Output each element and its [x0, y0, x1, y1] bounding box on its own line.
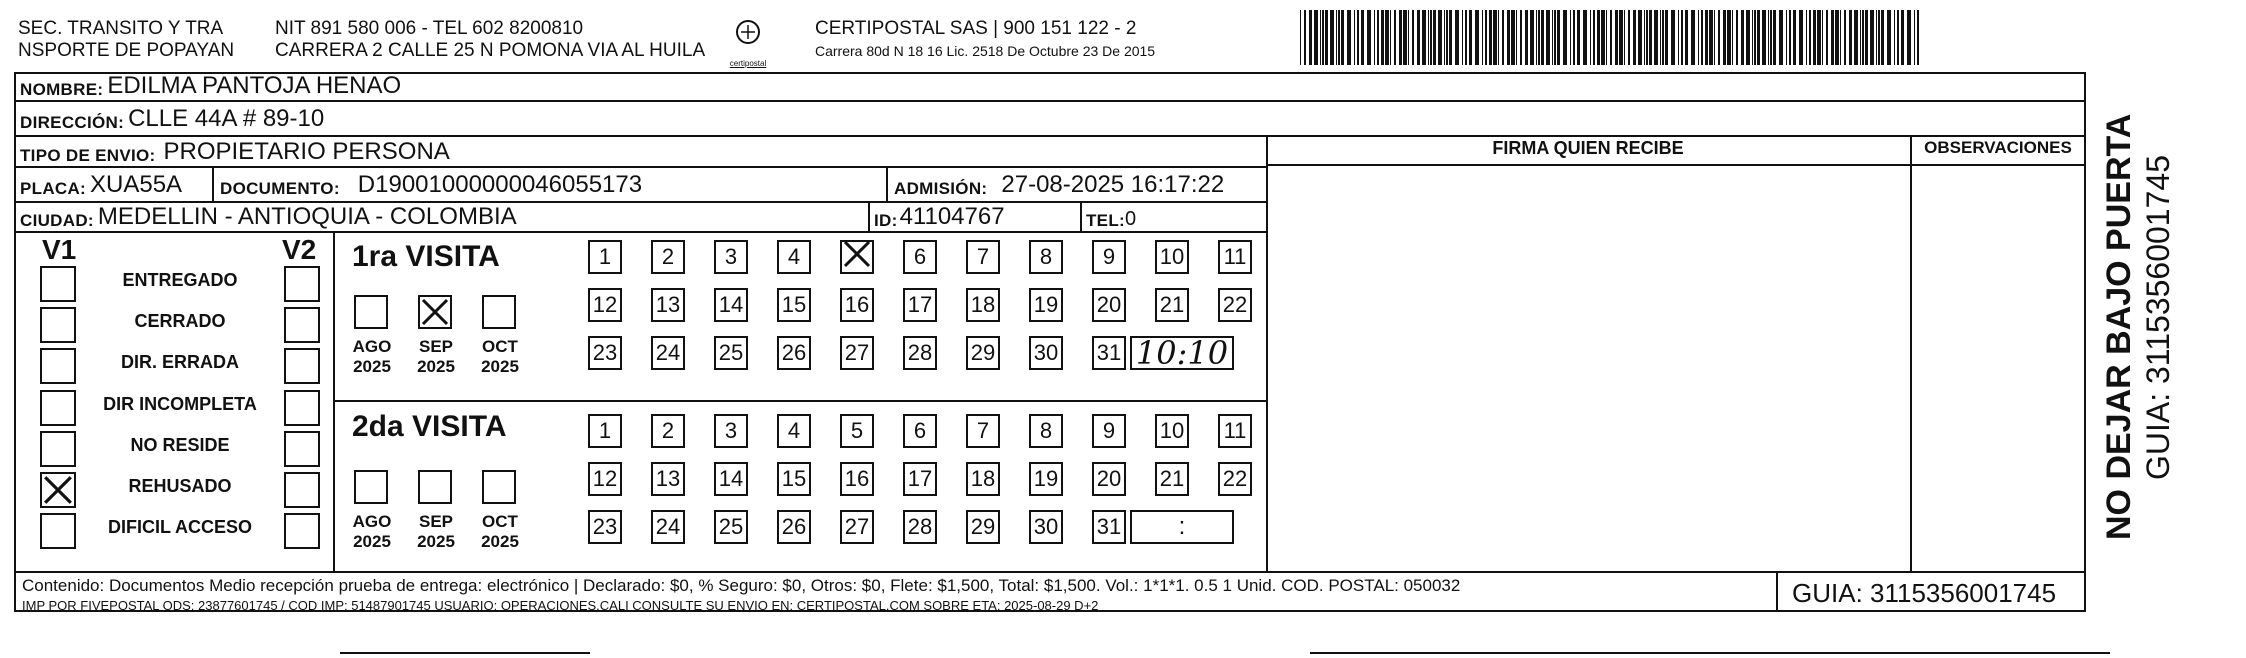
v1-label: V1 — [42, 234, 77, 265]
month-year: 2025 — [481, 357, 519, 376]
barcode-icon — [1300, 10, 1925, 65]
day-number: 7 — [976, 418, 990, 443]
day-number: 6 — [913, 418, 927, 443]
footer-contenido: Contenido: Documentos Medio recepción prueba de entrega: electrónico | Declarado: $0, % Seguro: $0, Otros: $0, Flete: $1,500, Total: $1,500. Vol.: 1*1*1. 0.5 1 Unid. COD. POSTAL: 050032 — [22, 576, 1461, 595]
header-org — [18, 18, 234, 62]
day-number: 13 — [655, 292, 681, 317]
day-number: 31 — [1096, 514, 1122, 539]
visit1-day-box[interactable] — [840, 288, 874, 322]
logo-text: certipostal — [729, 59, 767, 68]
checked-x-icon — [842, 239, 872, 275]
day-number: 22 — [1222, 292, 1248, 317]
visit1-day-box[interactable] — [714, 240, 748, 274]
visit2-day-box[interactable] — [840, 414, 874, 448]
day-number: 3 — [724, 244, 738, 269]
id-label: ID: — [874, 211, 898, 230]
status-label: NO RESIDE — [130, 435, 230, 455]
visit1-day-box[interactable] — [1092, 288, 1126, 322]
ciudad-value: MEDELLIN - ANTIOQUIA - COLOMBIA — [97, 203, 517, 230]
day-number: 15 — [781, 292, 807, 317]
visit1-day-box[interactable] — [840, 336, 874, 370]
visit1-title: 1ra VISITA — [352, 240, 500, 273]
visit2-day-box[interactable] — [840, 462, 874, 496]
visit2-day-box[interactable] — [1092, 510, 1126, 544]
day-number: 18 — [970, 466, 996, 491]
visit2-day-box[interactable] — [1029, 510, 1063, 544]
visit2-month-label — [472, 512, 528, 552]
visit1-day-box[interactable] — [1029, 240, 1063, 274]
visit1-day-box[interactable] — [1029, 288, 1063, 322]
visit1-month-checkbox[interactable] — [354, 295, 388, 329]
day-number: 9 — [1102, 418, 1116, 443]
status-v2-checkbox[interactable] — [284, 513, 320, 549]
tipo-value: PROPIETARIO PERSONA — [163, 138, 450, 165]
documento-value: D19001000000046055173 — [357, 171, 643, 198]
month-year: 2025 — [353, 532, 391, 551]
direccion-row — [20, 102, 324, 133]
v2-label: V2 — [282, 234, 317, 265]
status-v1-checkbox[interactable] — [40, 431, 76, 467]
org-line-1: SEC. TRANSITO Y TRA — [18, 18, 224, 39]
visit2-day-box[interactable] — [1155, 414, 1189, 448]
nombre-value: EDILMA PANTOJA HENAO — [107, 72, 402, 99]
day-number: 2 — [661, 418, 675, 443]
visit1-day-box[interactable] — [651, 288, 685, 322]
visit2-day-box[interactable] — [588, 414, 622, 448]
status-label: DIR INCOMPLETA — [103, 394, 257, 414]
visit1-day-box[interactable] — [777, 288, 811, 322]
visit2-day-box[interactable] — [1092, 414, 1126, 448]
visit1-month-label — [472, 337, 528, 377]
visit1-day-box[interactable] — [651, 336, 685, 370]
direccion-value: CLLE 44A # 89-10 — [128, 105, 325, 132]
company-line: CERTIPOSTAL SAS | 900 151 122 - 2 — [815, 18, 1137, 39]
documento-row — [220, 168, 642, 199]
month-name: AGO — [352, 337, 392, 356]
visit2-day-box[interactable] — [1218, 462, 1252, 496]
day-number: 11 — [1223, 244, 1247, 269]
day-number: 4 — [787, 244, 801, 269]
tel-label: TEL: — [1086, 211, 1125, 230]
status-v2-checkbox[interactable] — [284, 472, 320, 508]
visit2-day-box[interactable] — [777, 510, 811, 544]
status-label: DIFICIL ACCESO — [107, 517, 252, 537]
checked-x-icon — [42, 493, 74, 510]
day-number: 20 — [1096, 466, 1122, 491]
day-number: 6 — [913, 244, 927, 269]
time-value: : — [1178, 513, 1186, 540]
visit2-month-checkbox[interactable] — [354, 470, 388, 504]
day-number: 21 — [1159, 292, 1185, 317]
visit2-day-box[interactable] — [1029, 462, 1063, 496]
checked-x-icon — [420, 314, 450, 331]
ciudad-label: CIUDAD: — [20, 211, 94, 230]
visit1-time-field[interactable] — [1130, 336, 1234, 370]
tipo-label: TIPO DE ENVIO: — [20, 146, 156, 165]
day-number: 8 — [1039, 418, 1053, 443]
header-nit — [275, 18, 705, 62]
day-number: 1 — [598, 244, 612, 269]
status-v2-checkbox[interactable] — [284, 431, 320, 467]
visit1-day-box[interactable] — [1029, 336, 1063, 370]
day-number: 5 — [850, 418, 864, 443]
status-v1-checkbox[interactable] — [40, 266, 76, 302]
visit2-day-box[interactable] — [651, 414, 685, 448]
visit1-day-box[interactable] — [966, 288, 1000, 322]
visit1-month-label — [344, 337, 400, 377]
status-v2-checkbox[interactable] — [284, 307, 320, 343]
month-name: SEP — [418, 512, 454, 531]
visit1-month-checkbox[interactable] — [482, 295, 516, 329]
day-number: 9 — [1102, 244, 1116, 269]
status-v1-checkbox[interactable] — [40, 348, 76, 384]
visit1-day-box[interactable] — [903, 336, 937, 370]
day-number: 26 — [781, 514, 807, 539]
visit2-time-field[interactable] — [1130, 510, 1234, 544]
documento-label: DOCUMENTO: — [220, 179, 340, 198]
visit2-day-box[interactable] — [651, 510, 685, 544]
month-year: 2025 — [481, 532, 519, 551]
visit1-day-box[interactable] — [714, 336, 748, 370]
visit2-day-box[interactable] — [588, 510, 622, 544]
day-number: 25 — [718, 340, 744, 365]
visit1-day-box[interactable] — [588, 336, 622, 370]
status-v2-checkbox[interactable] — [284, 348, 320, 384]
month-name: SEP — [418, 337, 454, 356]
id-row — [874, 202, 1005, 231]
day-number: 16 — [844, 292, 870, 317]
visit2-month-label — [408, 512, 464, 552]
admision-label: ADMISIÓN: — [894, 179, 988, 198]
status-label: ENTREGADO — [122, 270, 238, 290]
visit2-day-box[interactable] — [1029, 414, 1063, 448]
visit2-day-box[interactable] — [966, 462, 1000, 496]
day-number: 4 — [787, 418, 801, 443]
visit1-day-box[interactable] — [903, 240, 937, 274]
month-name: OCT — [482, 512, 518, 531]
day-number: 17 — [907, 466, 933, 491]
day-number: 10 — [1159, 244, 1185, 269]
footer-guia: GUIA: 3115356001745 — [1792, 578, 2057, 608]
visit1-day-box[interactable] — [1092, 240, 1126, 274]
visit2-day-box[interactable] — [1092, 462, 1126, 496]
visit2-day-box[interactable] — [714, 414, 748, 448]
day-number: 27 — [844, 514, 870, 539]
org-line-2: NSPORTE DE POPAYAN — [18, 40, 235, 61]
visit1-day-box[interactable] — [777, 240, 811, 274]
day-number: 3 — [724, 418, 738, 443]
visit2-day-box[interactable] — [903, 414, 937, 448]
visit1-day-box[interactable] — [1218, 240, 1252, 274]
day-number: 13 — [655, 466, 681, 491]
visit1-day-box[interactable] — [966, 240, 1000, 274]
visit2-day-box[interactable] — [651, 462, 685, 496]
visit2-day-box[interactable] — [714, 462, 748, 496]
month-name: OCT — [482, 337, 518, 356]
visit2-day-box[interactable] — [1218, 414, 1252, 448]
admision-value: 27-08-2025 16:17:22 — [1001, 171, 1225, 198]
ciudad-row — [20, 202, 517, 231]
visit2-month-checkbox[interactable] — [482, 470, 516, 504]
footer-imp: IMP POR FIVEPOSTAL ODS: 23877601745 / COD IMP: 51487901745 USUARIO: OPERACIONES.CALI CONSULTE SU ENVIO EN: CERTIPOSTAL.COM SOBRE ETA: 2025-08-29 D+2 — [22, 598, 1099, 613]
tel-row — [1086, 202, 1136, 231]
visit1-day-box[interactable] — [1155, 240, 1189, 274]
visit1-day-box[interactable] — [714, 288, 748, 322]
day-number: 29 — [970, 340, 996, 365]
visit1-day-box[interactable] — [903, 288, 937, 322]
day-number: 30 — [1033, 514, 1059, 539]
day-number: 10 — [1159, 418, 1185, 443]
visit1-day-box[interactable] — [1218, 288, 1252, 322]
day-number: 26 — [781, 340, 807, 365]
day-number: 12 — [592, 292, 618, 317]
day-number: 21 — [1159, 466, 1185, 491]
day-number: 12 — [592, 466, 618, 491]
day-number: 1 — [598, 418, 612, 443]
tel-value: 0 — [1124, 208, 1137, 230]
day-number: 31 — [1096, 340, 1122, 365]
day-number: 28 — [907, 340, 933, 365]
status-label: CERRADO — [134, 311, 226, 331]
nombre-label: NOMBRE: — [20, 80, 104, 99]
day-number: 14 — [718, 292, 744, 317]
address-line: CARRERA 2 CALLE 25 N POMONA VIA AL HUILA — [275, 40, 706, 61]
side-warning: NO DEJAR BAJO PUERTA — [2100, 113, 2138, 540]
day-number: 29 — [970, 514, 996, 539]
nit-line: NIT 891 580 006 - TEL 602 8200810 — [275, 18, 584, 39]
visit2-day-box[interactable] — [903, 510, 937, 544]
day-number: 25 — [718, 514, 744, 539]
placa-value: XUA55A — [90, 171, 183, 198]
time-value: 10:10 — [1135, 334, 1229, 372]
visit1-day-box[interactable] — [1092, 336, 1126, 370]
day-number: 17 — [907, 292, 933, 317]
day-number: 24 — [655, 514, 681, 539]
visit1-day-box[interactable] — [966, 336, 1000, 370]
firma-label: FIRMA QUIEN RECIBE — [1492, 138, 1684, 158]
logo-icon — [728, 18, 768, 68]
day-number: 15 — [781, 466, 807, 491]
visit1-day-box[interactable] — [1155, 288, 1189, 322]
visit1-day-box[interactable] — [588, 288, 622, 322]
day-number: 27 — [844, 340, 870, 365]
day-number: 18 — [970, 292, 996, 317]
visit2-day-box[interactable] — [966, 414, 1000, 448]
visit2-day-box[interactable] — [1155, 462, 1189, 496]
day-number: 20 — [1096, 292, 1122, 317]
side-guia: GUIA: 3115356001745 — [2140, 155, 2176, 480]
visit1-day-box[interactable] — [588, 240, 622, 274]
license-line: Carrera 80d N 18 16 Lic. 2518 De Octubre 23 De 2015 — [815, 43, 1156, 59]
visit2-month-checkbox[interactable] — [418, 470, 452, 504]
admision-row — [894, 168, 1224, 199]
status-label: DIR. ERRADA — [120, 352, 239, 372]
day-number: 19 — [1033, 292, 1059, 317]
visit2-title: 2da VISITA — [352, 410, 507, 443]
day-number: 23 — [592, 514, 618, 539]
visit2-month-label — [344, 512, 400, 552]
visit2-day-box[interactable] — [588, 462, 622, 496]
day-number: 7 — [976, 244, 990, 269]
status-label: REHUSADO — [128, 476, 232, 496]
placa-row — [20, 168, 182, 199]
visit2-day-box[interactable] — [714, 510, 748, 544]
visit2-day-box[interactable] — [777, 462, 811, 496]
day-number: 28 — [907, 514, 933, 539]
header-company — [815, 18, 1155, 62]
day-number: 2 — [661, 244, 675, 269]
day-number: 14 — [718, 466, 744, 491]
month-year: 2025 — [417, 357, 455, 376]
month-name: AGO — [352, 512, 392, 531]
day-number: 23 — [592, 340, 618, 365]
day-number: 16 — [844, 466, 870, 491]
month-year: 2025 — [353, 357, 391, 376]
observaciones-label: OBSERVACIONES — [1924, 138, 2072, 157]
visit1-month-checkbox[interactable] — [418, 295, 452, 329]
day-number: 19 — [1033, 466, 1059, 491]
status-v2-checkbox[interactable] — [284, 266, 320, 302]
status-v1-checkbox[interactable] — [40, 390, 76, 426]
day-number: 24 — [655, 340, 681, 365]
status-v1-checkbox[interactable] — [40, 513, 76, 549]
id-value: 41104767 — [899, 203, 1005, 230]
status-v1-checkbox[interactable] — [40, 307, 76, 343]
visit2-day-box[interactable] — [840, 510, 874, 544]
visit1-day-box[interactable] — [840, 240, 874, 274]
day-number: 22 — [1222, 466, 1248, 491]
visit1-month-label — [408, 337, 464, 377]
month-year: 2025 — [417, 532, 455, 551]
placa-label: PLACA: — [20, 179, 87, 198]
nombre-row — [20, 72, 401, 100]
direccion-label: DIRECCIÓN: — [20, 113, 125, 132]
visit2-day-box[interactable] — [903, 462, 937, 496]
day-number: 30 — [1033, 340, 1059, 365]
visit1-day-box[interactable] — [651, 240, 685, 274]
day-number: 11 — [1223, 418, 1247, 443]
day-number: 8 — [1039, 244, 1053, 269]
status-v1-checkbox[interactable] — [40, 472, 76, 508]
visit1-day-box[interactable] — [777, 336, 811, 370]
visit2-day-box[interactable] — [966, 510, 1000, 544]
visit2-day-box[interactable] — [777, 414, 811, 448]
tipo-row — [20, 136, 450, 166]
status-v2-checkbox[interactable] — [284, 390, 320, 426]
